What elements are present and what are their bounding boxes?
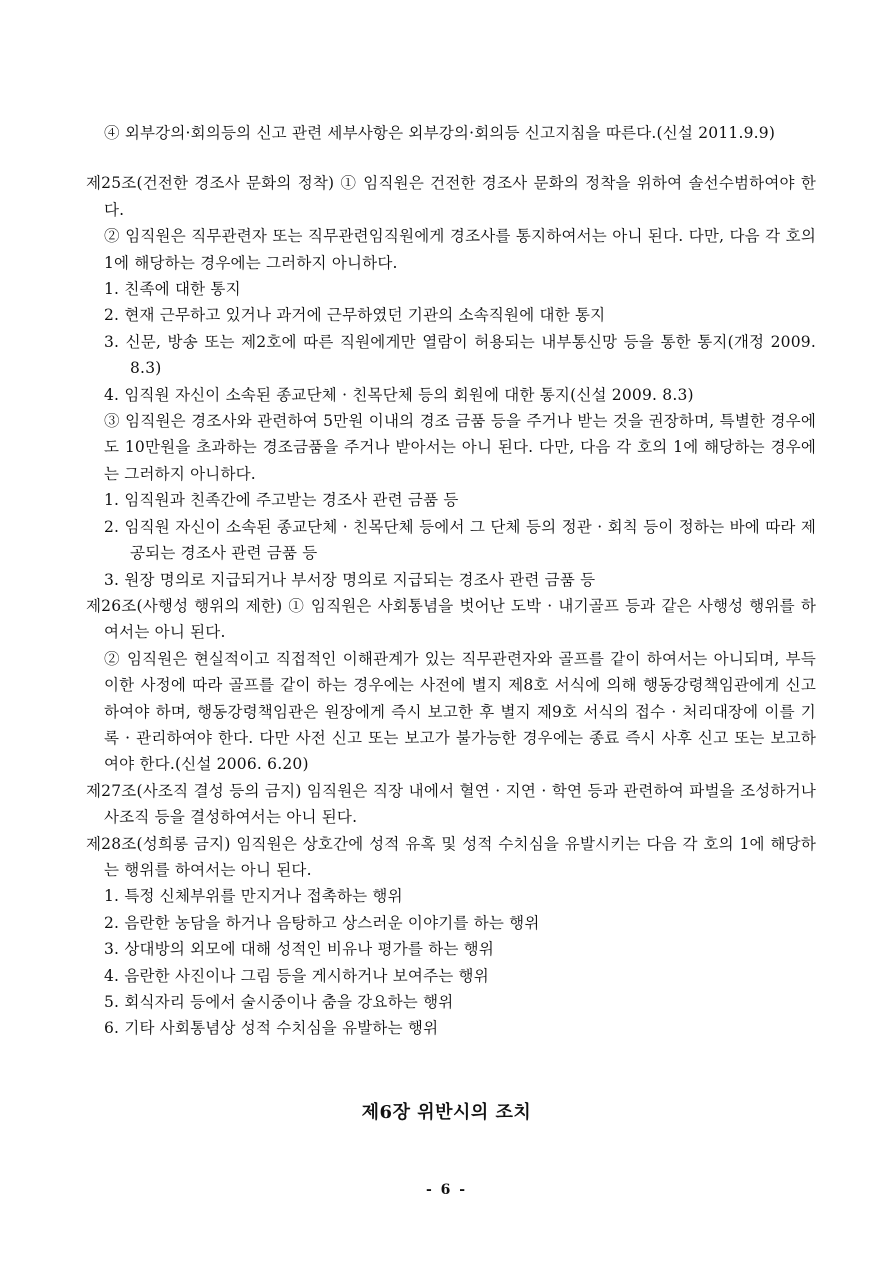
list-item: 1. 특정 신체부위를 만지거나 접촉하는 행위 xyxy=(104,887,403,906)
list-item: 2. 현재 근무하고 있거나 과거에 근무하였던 기관의 소속직원에 대한 통지 xyxy=(104,306,606,325)
paragraph-art24-item4: ④ 외부강의·회의등의 신고 관련 세부사항은 외부강의·회의등 신고지침을 따른다.(신설 2011.9.9) xyxy=(104,124,776,142)
paragraph-art25-item1: 제25조(건전한 경조사 문화의 정착) ① 임직원은 건전한 경조사 문화의 정착을 위하여 솔선수범하여야 한다. xyxy=(86,174,816,219)
paragraph-art25-item2: ② 임직원은 직무관련자 또는 직무관련임직원에게 경조사를 통지하여서는 아니 된다. 다만, 다음 각 호의 1에 해당하는 경우에는 그러하지 아니하다. xyxy=(104,227,816,272)
list-item: 2. 임직원 자신이 소속된 종교단체 · 친목단체 등에서 그 단체 등의 정관 · 회칙 등이 정하는 바에 따라 제공되는 경조사 관련 금품 등 xyxy=(104,517,816,563)
list-item: 3. 신문, 방송 또는 제2호에 따른 직원에게만 열람이 허용되는 내부통신망 등을 통한 통지(개정 2009. 8.3) xyxy=(104,332,816,378)
list-item: 1. 친족에 대한 통지 xyxy=(104,280,241,299)
document-body xyxy=(86,120,816,1042)
list-item: 6. 기타 사회통념상 성적 수치심을 유발하는 행위 xyxy=(104,1019,439,1038)
list-item: 4. 임직원 자신이 소속된 종교단체 · 친목단체 등의 회원에 대한 통지(신설 2009. 8.3) xyxy=(104,385,694,404)
list-item: 3. 상대방의 외모에 대해 성적인 비유나 평가를 하는 행위 xyxy=(104,940,495,959)
paragraph-art28: 제28조(성희롱 금지) 임직원은 상호간에 성적 유혹 및 성적 수치심을 유발시키는 다음 각 호의 1에 해당하는 행위를 하여서는 아니 된다. xyxy=(86,834,816,879)
list-item: 4. 음란한 사진이나 그림 등을 게시하거나 보여주는 행위 xyxy=(104,966,489,985)
paragraph-art27: 제27조(사조직 결성 등의 금지) 임직원은 직장 내에서 혈연 · 지연 · 학연 등과 관련하여 파벌을 조성하거나 사조직 등을 결성하여서는 아니 된다. xyxy=(86,781,816,827)
list-item: 5. 회식자리 등에서 술시중이나 춤을 강요하는 행위 xyxy=(104,993,454,1011)
paragraph-art26-item2: ② 임직원은 현실적이고 직접적인 이해관계가 있는 직무관련자와 골프를 같이 하여서는 아니되며, 부득이한 사정에 따라 골프를 같이 하는 경우에는 사전에 별지 제8호 서식에 의해 행동강령책임관에게 신고하여야 하며, 행동강령책임관은 원장에게 즉시 보고한 후 별지 제9호 서식의 접수 · 처리대장에 이를 기록 · 관리하여야 한다. 다만 사전 신고 또는 보고가 불가능한 경우에는 종료 즉시 사후 신고 또는 보고하여야 한다.(신설 2006. 6.20) xyxy=(104,649,816,774)
paragraph-art26-item1: 제26조(사행성 행위의 제한) ① 임직원은 사회통념을 벗어난 도박 · 내기골프 등과 같은 사행성 행위를 하여서는 아니 된다. xyxy=(86,596,816,642)
paragraph-art25-item3: ③ 임직원은 경조사와 관련하여 5만원 이내의 경조 금품 등을 주거나 받는 것을 권장하며, 특별한 경우에도 10만원을 초과하는 경조금품을 주거나 받아서는 아니 된다. 다만, 다음 각 호의 1에 해당하는 경우에는 그러하지 아니하다. xyxy=(104,412,816,483)
list-item: 1. 임직원과 친족간에 주고받는 경조사 관련 금품 등 xyxy=(104,491,459,510)
page-number: - 6 - xyxy=(425,1182,468,1198)
list-item: 3. 원장 명의로 지급되거나 부서장 명의로 지급되는 경조사 관련 금품 등 xyxy=(104,570,596,589)
chapter-heading: 제6장 위반시의 조치 xyxy=(361,1102,532,1123)
list-item: 2. 음란한 농담을 하거나 음탕하고 상스러운 이야기를 하는 행위 xyxy=(104,913,540,932)
